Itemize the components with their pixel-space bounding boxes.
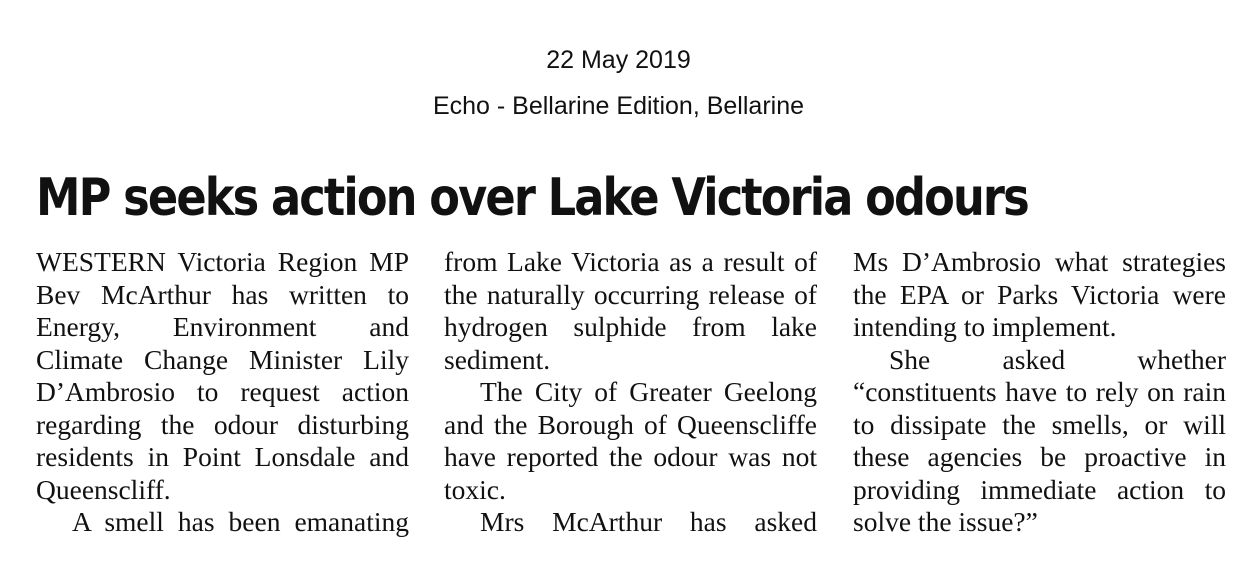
article-paragraph: WESTERN Victoria Region MP Bev McArthur has written to Energy, Environment and Climate Change Minister Lily D’Ambrosio to request action regarding the odour disturbing residents in Point Lonsdale and Queenscliff.: [36, 246, 409, 505]
article-paragraph: Mrs McArthur has asked: [480, 506, 817, 537]
article-paragraph: from Lake Victoria as a result of the naturally occurring release of hydrogen sulphide from lake sediment.: [444, 246, 817, 375]
article-column-1: [36, 246, 409, 539]
article-paragraph: The City of Greater Geelong and the Borough of Queenscliffe have reported the odour was not toxic.: [444, 376, 817, 505]
article-column-2: [444, 246, 817, 539]
article-paragraph: A smell has been emanating: [72, 506, 409, 537]
article-paragraph: Ms D’Ambrosio what strategies the EPA or Parks Victoria were intending to implement.: [853, 246, 1226, 342]
article-headline: MP seeks action over Lake Victoria odours: [36, 168, 1028, 228]
publication-source: Echo - Bellarine Edition, Bellarine: [432, 92, 805, 120]
article-paragraph: She asked whether “constituents have to rely on rain to dissipate the smells, or will these agencies be proactive in providing immediate action to solve the issue?”: [853, 343, 1226, 537]
publication-date: 22 May 2019: [546, 46, 691, 74]
article-column-3: [853, 246, 1226, 539]
